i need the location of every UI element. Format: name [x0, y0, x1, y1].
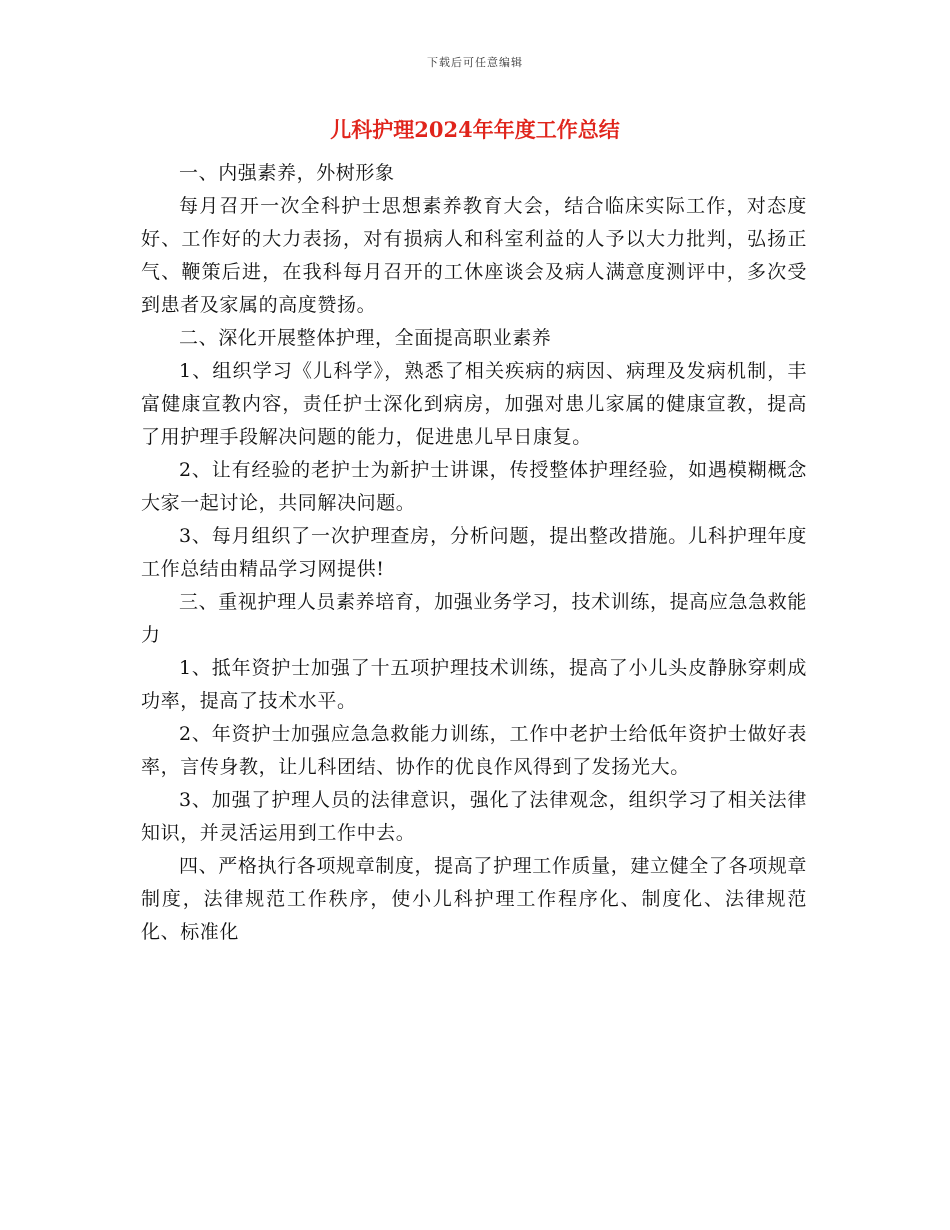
- paragraph: 2、让有经验的老护士为新护士讲课，传授整体护理经验，如遇模糊概念大家一起讨论，共同解决问题。: [141, 459, 807, 514]
- document-title: 儿科护理2024年年度工作总结: [330, 117, 620, 142]
- paragraph: 每月召开一次全科护士思想素养教育大会，结合临床实际工作，对态度好、工作好的大力表扬，对有损病人和科室利益的人予以大力批判，弘扬正气、鞭策后进，在我科每月召开的工休座谈会及病人满意度测评中，多次受到患者及家属的高度赞扬。: [141, 195, 807, 316]
- header-note: 下载后可任意编辑: [427, 56, 523, 69]
- section-heading-4: 四、严格执行各项规章制度，提高了护理工作质量，建立健全了各项规章制度，法律规范工作秩序，使小儿科护理工作程序化、制度化、法律规范化、标准化: [141, 855, 807, 943]
- paragraph: 2、年资护士加强应急急救能力训练，工作中老护士给低年资护士做好表率，言传身教，让儿科团结、协作的优良作风得到了发扬光大。: [141, 723, 807, 778]
- paragraph: 3、每月组织了一次护理查房，分析问题，提出整改措施。儿科护理年度工作总结由精品学习网提供!: [141, 525, 807, 580]
- document-body: [141, 157, 807, 949]
- paragraph: 1、组织学习《儿科学》，熟悉了相关疾病的病因、病理及发病机制，丰富健康宣教内容，责任护士深化到病房，加强对患儿家属的健康宣教，提高了用护理手段解决问题的能力，促进患儿早日康复。: [141, 360, 807, 448]
- section-heading-3: 三、重视护理人员素养培育，加强业务学习，技术训练，提高应急急救能力: [141, 591, 807, 646]
- paragraph: 3、加强了护理人员的法律意识，强化了法律观念，组织学习了相关法律知识，并灵活运用到工作中去。: [141, 789, 807, 844]
- paragraph: 1、抵年资护士加强了十五项护理技术训练，提高了小儿头皮静脉穿刺成功率，提高了技术水平。: [141, 657, 807, 712]
- section-heading-2: 二、深化开展整体护理，全面提高职业素养: [179, 327, 552, 349]
- section-heading-1: 一、内强素养，外树形象: [179, 162, 395, 184]
